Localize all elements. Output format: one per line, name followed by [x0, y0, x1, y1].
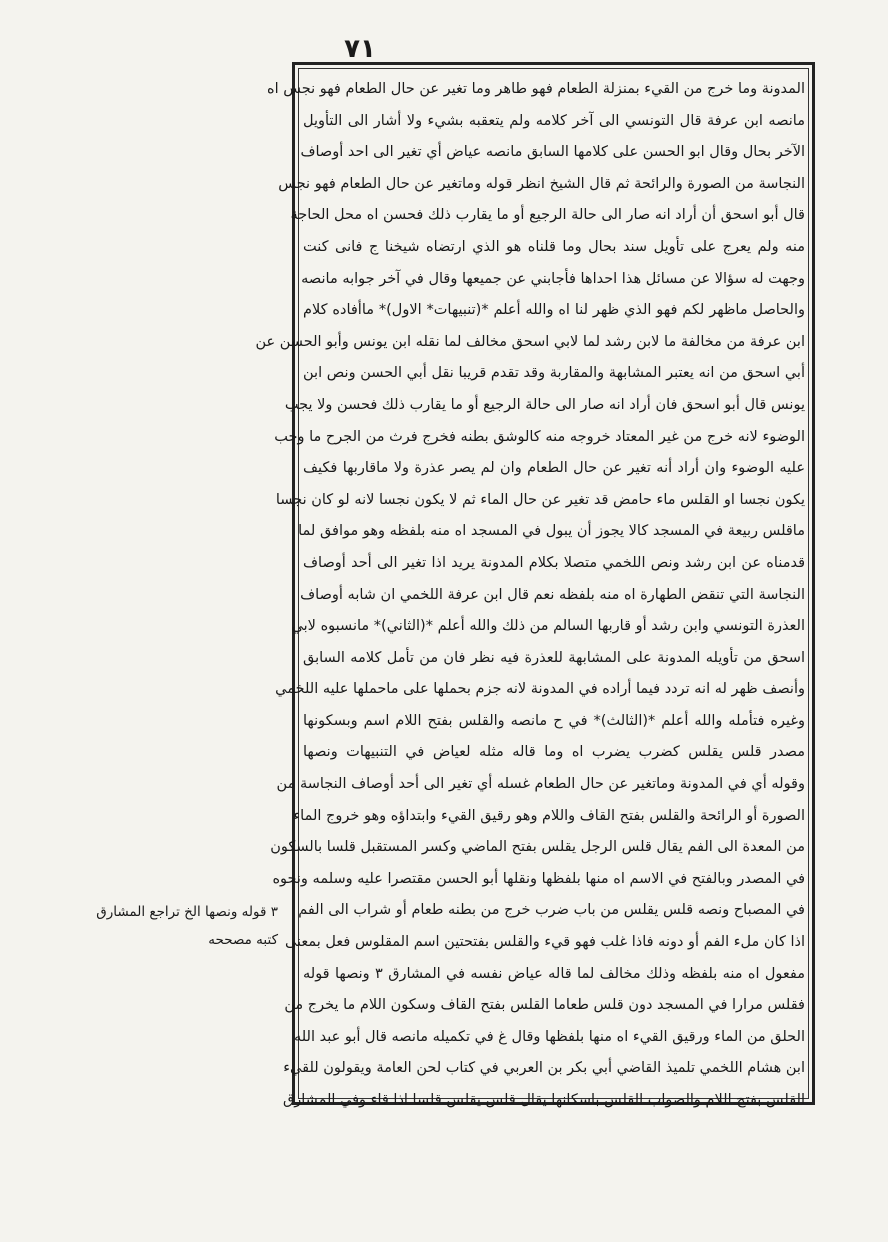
- margin-note-line: ٣ قوله ونصها الخ تراجع المشارق: [96, 904, 278, 920]
- text-line: ماقلس ربيعة في المسجد كالا يجوز أن يبول في المسجد اه منه بلفظه وهو موافق لما: [298, 523, 805, 540]
- text-line: وأنصف ظهر له انه تردد فيما أراده في المدونة لانه جزم بحملها على ماحملها عليه اللخمي: [275, 681, 805, 698]
- text-line: قال أبو اسحق أن أراد انه صار الى حالة الرجيع أو ما يقارب ذلك فحسن اه محل الحاجة: [290, 207, 805, 224]
- text-line: المدونة وما خرج من القيء بمنزلة الطعام فهو طاهر وما تغير عن حال الطعام فهو نجس اه: [267, 81, 805, 97]
- text-line: ابن هشام اللخمي تلميذ القاضي أبي بكر بن العربي في كتاب لحن العامة ويقولون للقيء: [283, 1060, 805, 1077]
- text-line: في المصباح ونصه قلس يقلس من باب ضرب خرج من بطنه طعام أو شراب الى الفم: [298, 902, 805, 919]
- text-line: والحاصل ماظهر لكم فهو الذي ظهر لنا اه والله أعلم *(تنبيهات* الاول)* ماأفاده كلام: [303, 302, 805, 319]
- margin-note: [88, 898, 278, 954]
- text-line: عليه الوضوء وان أراد أنه تغير عن حال الطعام وان لم يصر عذرة ولا ماقاربها فكيف: [303, 460, 805, 477]
- text-line: قدمناه عن ابن رشد ونص اللخمي متصلا بكلام المدونة يريد اذا تغير الى أحد أوصاف: [303, 554, 805, 571]
- text-line: النجاسة التي تنقض الطهارة اه منه بلفظه نعم قال ابن عرفة اللخمي ان شابه أوصاف: [300, 586, 805, 603]
- text-line: مانصه ابن عرفة قال التونسي الى آخر كلامه ولم يتعقبه بشيء ولا أشار الى التأويل: [303, 112, 805, 129]
- text-line: وجهت له سؤالا عن مسائل هذا احداها فأجابني عن جميعها وقال في آخر جوابه مانصه: [301, 270, 805, 287]
- text-line: منه ولم يعرج على تأويل سند بحال وما قلناه هو الذي ارتضاه شيخنا ج فانى كنت: [303, 238, 805, 255]
- text-line: يونس قال أبو اسحق فان أراد انه صار الى حالة الرجيع أو ما يقارب ذلك فحسن ولا يجب: [284, 396, 805, 413]
- text-line: الآخر بحال وقال ابو الحسن على كلامها السابق مانصه عياض أي تغير الى احد أوصاف: [300, 144, 805, 161]
- text-line: في المصدر وبالفتح في الاسم اه منها بلفظها ونقلها أبو الحسن مقتصرا عليه وسلمه ونحوه: [272, 870, 805, 887]
- text-line: يكون نجسا او القلس ماء حامض قد تغير عن حال الماء ثم لا يكون نجسا لانه لو كان نجسا: [275, 491, 805, 508]
- text-line: مفعول اه منه بلفظه وذلك مخالف لما قاله عياض نفسه في المشارق ٣ ونصها قوله: [303, 965, 805, 982]
- text-line: الحلق من الماء ورقيق القيء اه منها بلفظها وقال غ في تكميله مانصه قال أبو عبد الله: [293, 1028, 805, 1045]
- text-line: القلس بفتح اللام والصواب القلس باسكانها يقال قلس يقلس قلسا اذا قاء وفي المشارق: [282, 1092, 805, 1108]
- margin-note-line: كتبه مصححه: [208, 932, 278, 948]
- text-line: الوضوء لانه خرج من غير المعتاد خروجه منه كالوشق بطنه فخرج فرث من الجرح ما وجب: [274, 428, 805, 445]
- text-line: اذا كان ملء الفم أو دونه فاذا غلب فهو قيء والقلس بفتحتين اسم المقلوس فعل بمعنى: [284, 934, 805, 951]
- text-line: مصدر قلس يقلس كضرب يضرب اه وما قاله مثله لعياض في التنبيهات ونصها: [303, 744, 805, 761]
- text-line: الصورة أو الرائحة والقلس بفتح القاف واللام وهو رقيق القيء وابتداؤه وهو خروج الماء: [293, 807, 805, 824]
- text-line: وقوله أي في المدونة وماتغير عن حال الطعام غسله أي تغير الى أحد أوصاف النجاسة من: [276, 776, 805, 793]
- text-line: من المعدة الى الفم يقال قلس الرجل يقلس بفتح الماضي وكسر المستقبل قلسا بالسكون: [270, 839, 805, 856]
- text-line: أبي اسحق من انه يعتبر المشابهة والمقاربة وقد تقدم قريبا نقل أبي الحسن ونص ابن: [303, 365, 805, 382]
- text-line: اسحق من تأويله المدونة على المشابهة للعذرة فيه نظر فان من تأمل كلامه السابق: [303, 649, 805, 666]
- text-line: النجاسة من الصورة والرائحة ثم قال الشيخ انظر قوله وماتغير عن حال الطعام فهو نجس: [278, 175, 805, 192]
- text-line: العذرة التونسي وابن رشد أو قاربها السالم من ذلك والله أعلم *(الثاني)* مانسبوه لابي: [291, 618, 805, 635]
- text-line: فقلس مرارا في المسجد دون قلس طعاما القلس بفتح القاف وسكون اللام ما يخرج من: [284, 997, 805, 1014]
- text-line: وغيره فتأمله والله أعلم *(الثالث)* في ح مانصه والقلس بفتح اللام اسم وبسكونها: [303, 712, 805, 729]
- main-text-block: [255, 74, 805, 1108]
- page-number: ٧١: [344, 34, 376, 64]
- text-line: ابن عرفة من مخالفة ما لابن رشد لما لابي اسحق مخالف لما نقله ابن يونس وأبو الحسن عن: [255, 333, 805, 350]
